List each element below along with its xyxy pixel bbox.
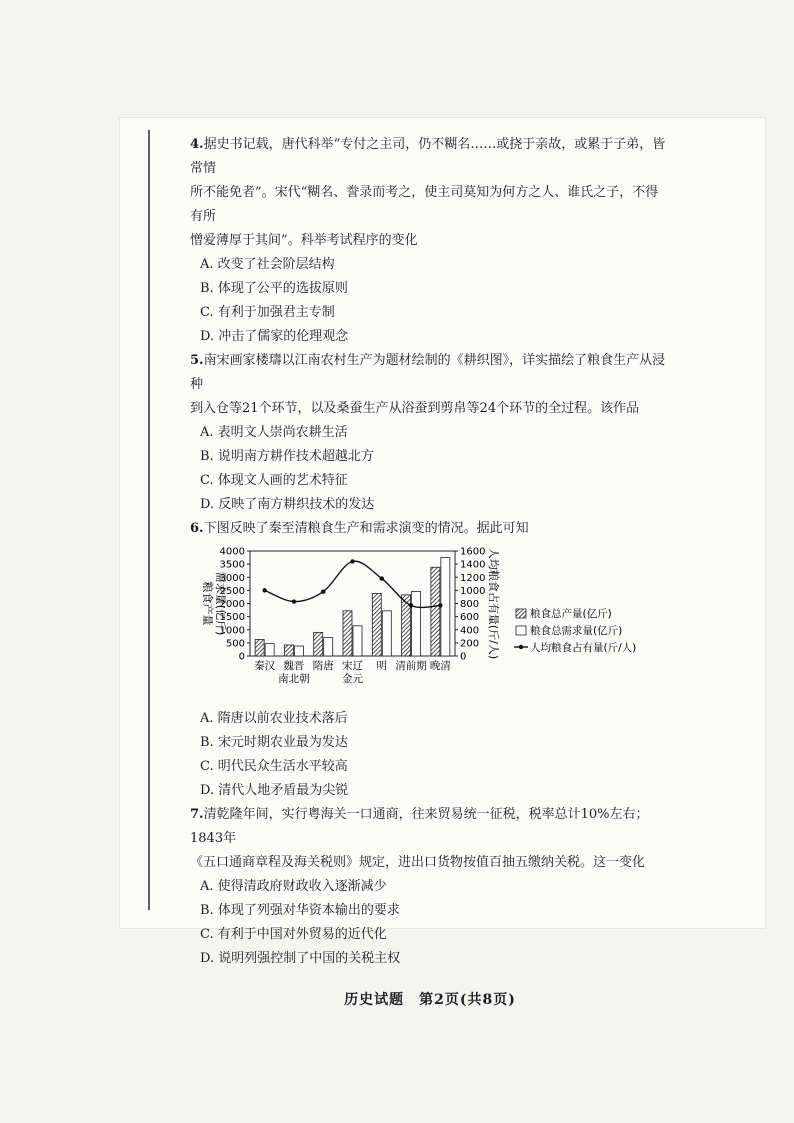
right-tick-label: 200 xyxy=(460,638,480,650)
legend-swatch-production xyxy=(516,609,526,618)
legend-swatch-demand xyxy=(516,626,526,635)
question-stem-line: 下图反映了秦至清粮食生产和需求演变的情况。据此可知 xyxy=(203,521,529,536)
question-number: 5. xyxy=(190,353,204,368)
page-footer: 历史试题 第2页(共8页) xyxy=(344,992,516,1008)
point-per-capita xyxy=(409,603,413,607)
bar-demand xyxy=(324,638,333,656)
category-label: 清前期 xyxy=(395,660,427,672)
question-5 xyxy=(190,349,670,517)
grain-chart-svg xyxy=(190,543,670,703)
legend-marker-per-capita xyxy=(519,645,523,649)
left-axis-title: 需求量(亿斤) xyxy=(214,571,227,636)
right-tick-label: 1600 xyxy=(460,546,486,558)
question-number: 6. xyxy=(190,521,204,536)
question-stem-line: 到入仓等21个环节，以及桑蚕生产从浴蚕到剪帛等24个环节的全过程。该作品 xyxy=(190,401,640,416)
option-c[interactable]: C. 有利于加强君主专制 xyxy=(200,305,335,320)
bar-production xyxy=(372,594,381,656)
point-per-capita xyxy=(292,599,296,603)
bar-demand xyxy=(412,591,421,656)
right-tick-label: 400 xyxy=(460,625,480,637)
left-axis-title: 粮食产量 xyxy=(201,581,214,626)
option-b[interactable]: B. 体现了公平的选拔原则 xyxy=(200,281,348,296)
left-tick-label: 4000 xyxy=(219,546,245,558)
option-a[interactable]: A. 表明文人崇尚农耕生活 xyxy=(200,425,348,440)
question-area xyxy=(190,133,670,1008)
option-b[interactable]: B. 宋元时期农业最为发达 xyxy=(200,735,348,750)
plot-frame xyxy=(250,551,455,656)
option-d[interactable]: D. 反映了南方耕织技术的发达 xyxy=(200,497,375,512)
option-d[interactable]: D. 冲击了儒家的伦理观念 xyxy=(200,329,349,344)
right-axis-title: 人均粮食占有量(斤/人) xyxy=(487,547,500,660)
left-tick-label: 1000 xyxy=(219,625,245,637)
right-tick-label: 800 xyxy=(460,599,480,610)
point-per-capita xyxy=(321,589,325,593)
point-per-capita xyxy=(380,576,384,580)
bar-demand xyxy=(441,558,450,656)
option-c[interactable]: C. 体现文人画的艺术特征 xyxy=(200,473,348,488)
left-tick-label: 2500 xyxy=(219,585,245,597)
left-tick-label: 2000 xyxy=(219,599,245,610)
legend-label-production: 粮食总产量(亿斤) xyxy=(530,608,612,620)
left-tick-label: 0 xyxy=(238,651,245,663)
binding-margin-line xyxy=(148,130,150,910)
right-tick-label: 600 xyxy=(460,612,480,624)
right-tick-label: 1000 xyxy=(460,585,486,597)
category-label: 晚清 xyxy=(429,660,451,672)
option-c[interactable]: C. 明代民众生活水平较高 xyxy=(200,759,348,774)
category-label: 明 xyxy=(376,660,388,672)
category-label: 秦汉 xyxy=(254,660,276,672)
left-tick-label: 3500 xyxy=(219,559,245,571)
right-tick-label: 1400 xyxy=(460,559,486,571)
bar-demand xyxy=(265,644,274,656)
question-6 xyxy=(190,517,670,803)
option-a[interactable]: A. 使得清政府财政收入逐渐减少 xyxy=(200,879,387,894)
question-number: 7. xyxy=(190,807,204,822)
category-label: 南北朝 xyxy=(278,673,310,685)
question-stem-line: 《五口通商章程及海关税则》规定，进出口货物按值百抽五缴纳关税。这一变化 xyxy=(190,855,646,870)
legend-label-per-capita: 人均粮食占有量(斤/人) xyxy=(530,642,637,654)
point-per-capita xyxy=(262,588,266,592)
bar-demand xyxy=(382,611,391,656)
question-stem-line: 据史书记载，唐代科举“专付之主司，仍不糊名……或挠于亲故，或累于子弟，皆常情 xyxy=(190,137,666,176)
option-d[interactable]: D. 说明列强控制了中国的关税主权 xyxy=(200,951,401,966)
question-stem-line: 南宋画家楼璹以江南农村生产为题材绘制的《耕织图》，详实描绘了粮食生产从浸种 xyxy=(190,353,666,392)
bar-production xyxy=(431,567,440,656)
question-stem-line: 所不能免者”。宋代“糊名、誊录而考之，使主司莫知为何方之人、谁氏之子，不得有所 xyxy=(190,185,659,224)
option-b[interactable]: B. 体现了列强对华资本输出的要求 xyxy=(200,903,400,918)
question-4 xyxy=(190,133,670,349)
left-tick-label: 500 xyxy=(225,638,245,650)
option-d[interactable]: D. 清代人地矛盾最为尖锐 xyxy=(200,783,349,798)
left-tick-label: 3000 xyxy=(219,572,245,584)
right-tick-label: 0 xyxy=(460,651,467,663)
bar-production xyxy=(343,611,352,656)
bar-demand xyxy=(353,626,362,656)
question-stem-line: 憎爱薄厚于其间”。科举考试程序的变化 xyxy=(190,233,418,248)
category-label: 隋唐 xyxy=(312,660,334,672)
option-b[interactable]: B. 说明南方耕作技术超越北方 xyxy=(200,449,374,464)
option-a[interactable]: A. 隋唐以前农业技术落后 xyxy=(200,711,348,726)
legend-label-demand: 粮食总需求量(亿斤) xyxy=(530,625,623,637)
bar-production xyxy=(284,645,293,656)
option-c[interactable]: C. 有利于中国对外贸易的近代化 xyxy=(200,927,387,942)
category-label: 金元 xyxy=(342,673,363,685)
category-label: 宋辽 xyxy=(342,660,363,672)
question-7 xyxy=(190,803,670,971)
option-a[interactable]: A. 改变了社会阶层结构 xyxy=(200,257,335,272)
bar-production xyxy=(314,632,323,656)
grain-chart xyxy=(190,543,670,703)
bar-demand xyxy=(294,646,303,656)
category-label: 魏晋 xyxy=(283,660,305,672)
question-stem-line: 清乾隆年间，实行粤海关一口通商，往来贸易统一征税，税率总计10%左右；1843年 xyxy=(190,807,649,846)
point-per-capita xyxy=(350,559,354,563)
left-tick-label: 1500 xyxy=(219,612,245,624)
bar-production xyxy=(255,639,264,656)
right-tick-label: 1200 xyxy=(460,572,486,584)
point-per-capita xyxy=(438,603,442,607)
question-number: 4. xyxy=(190,137,204,152)
